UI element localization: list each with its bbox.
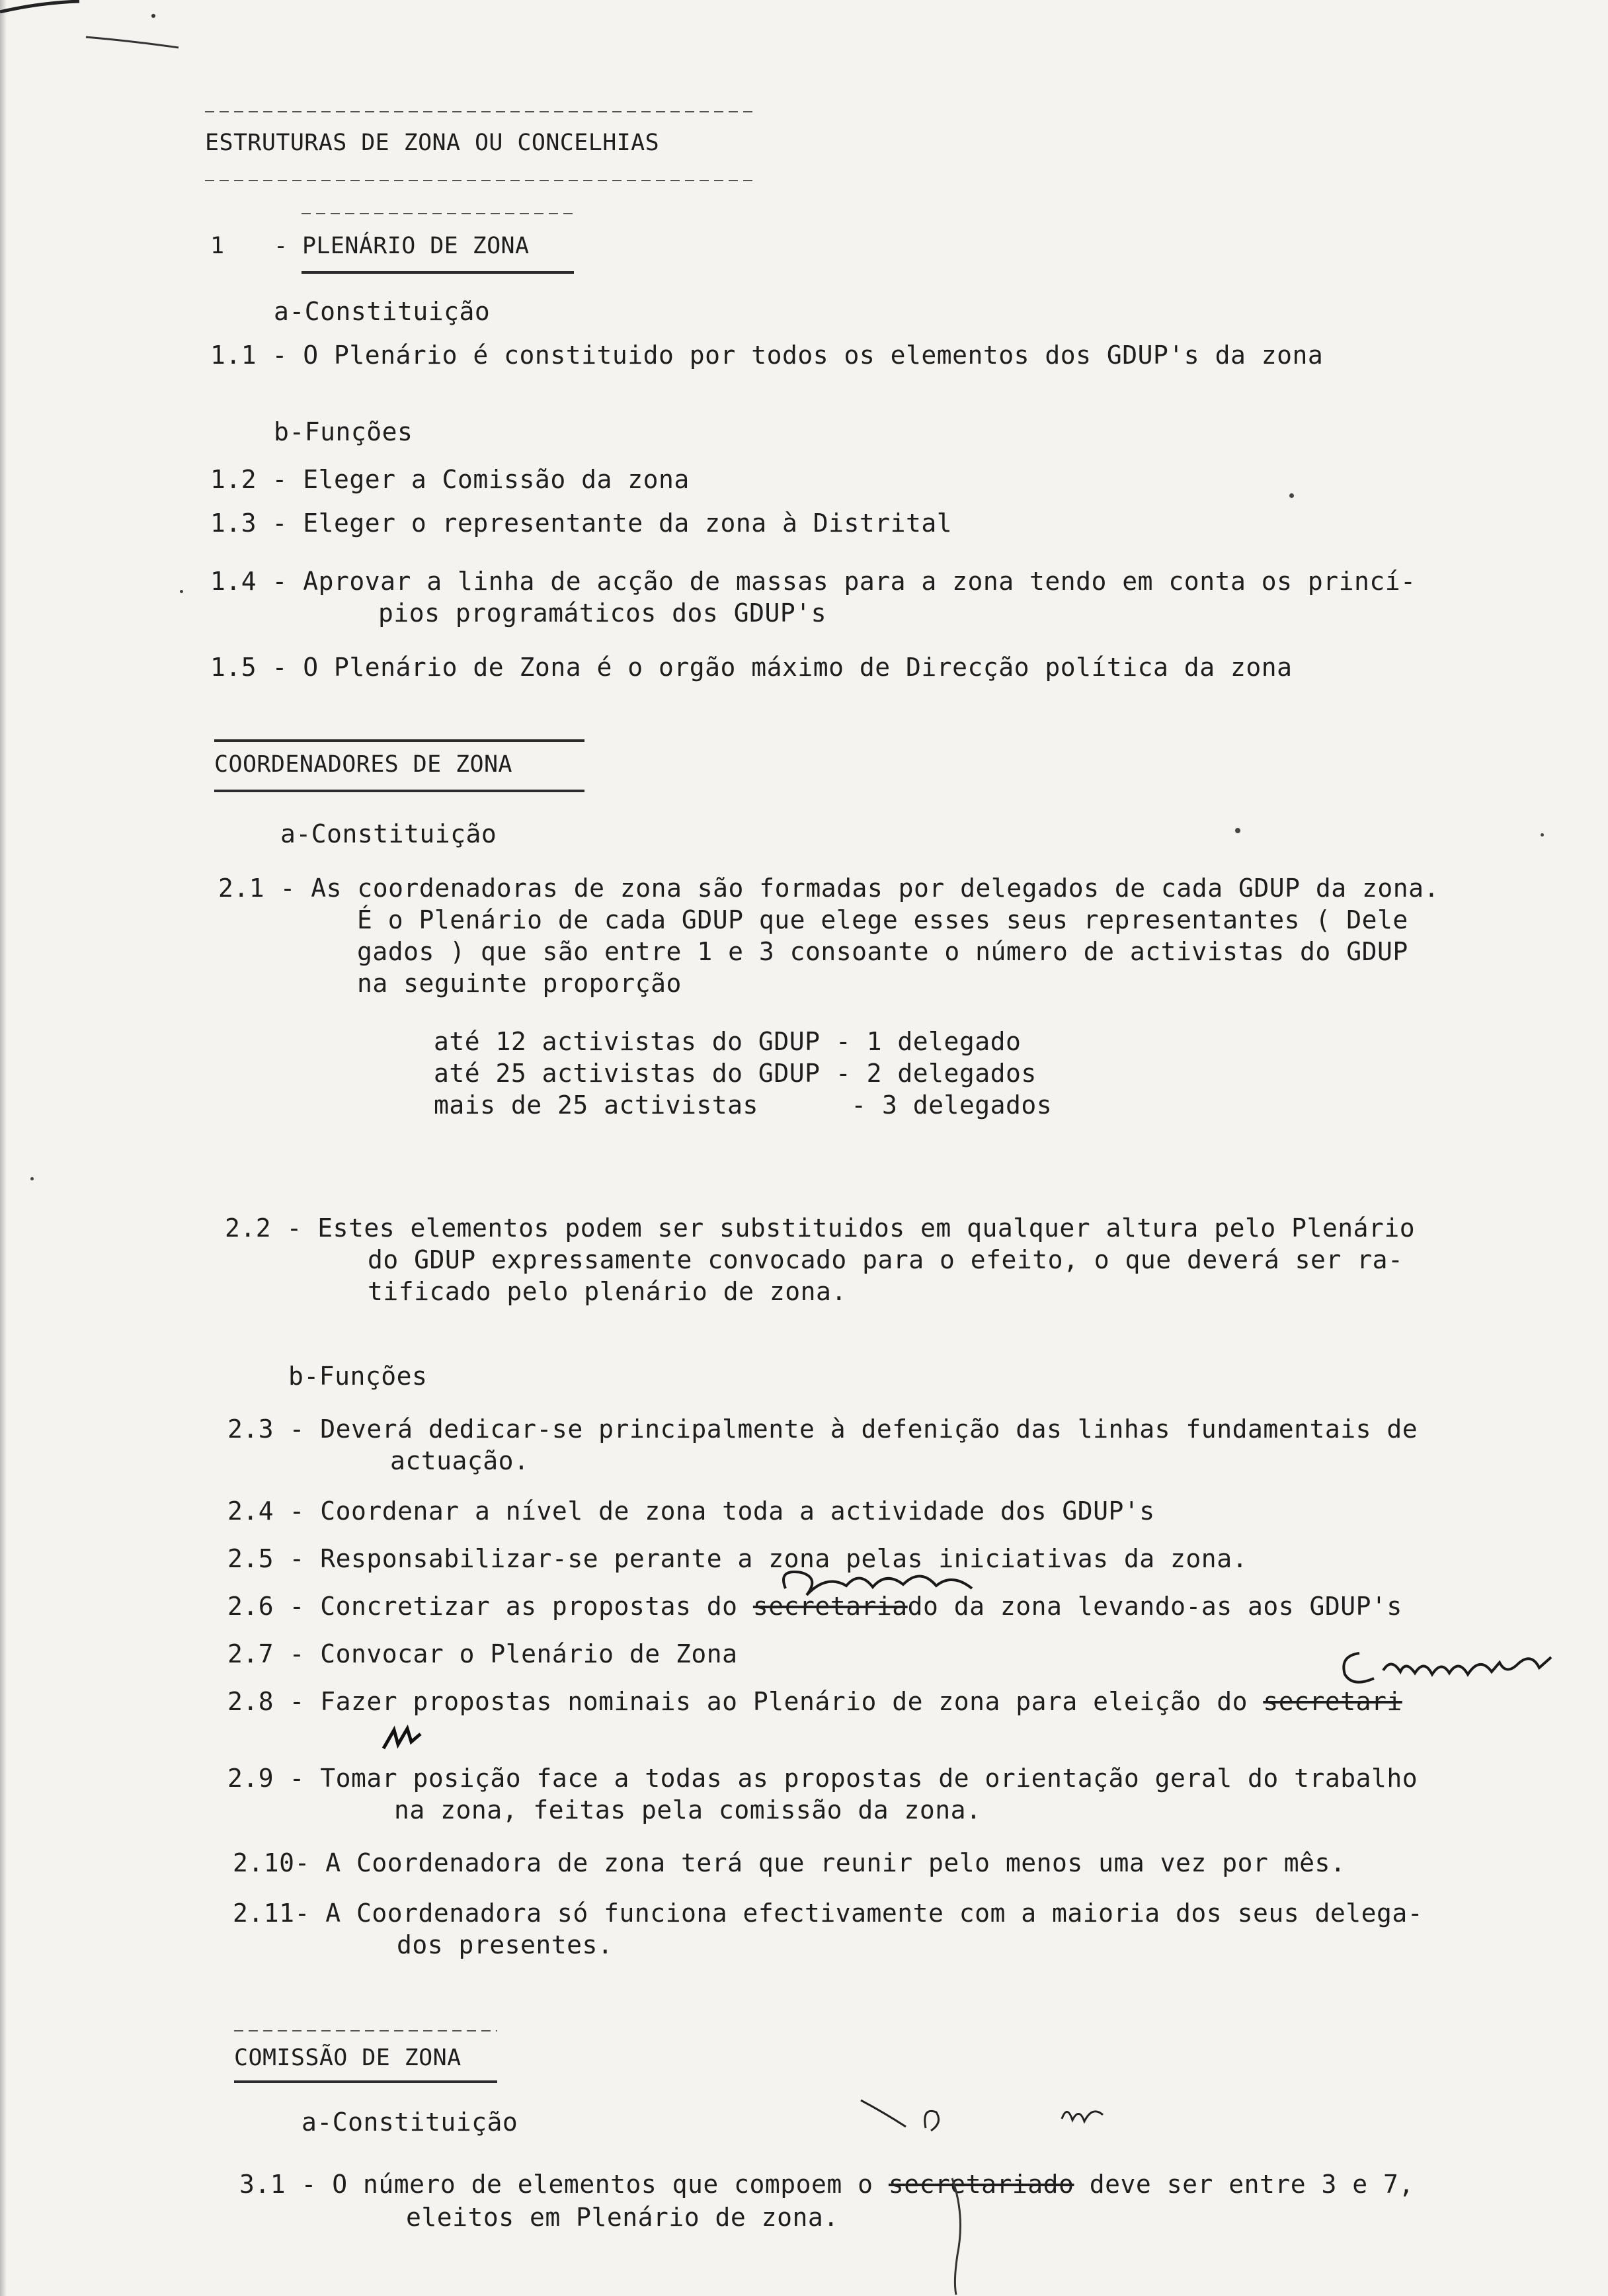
- item-2-1-line1: 2.1 - As coordenadoras de zona são formadas por delegados de cada GDUP da zona.: [218, 874, 1439, 903]
- item-1-4-line1: 1.4 - Aprovar a linha de acção de massas para a zona tendo em conta os princí-: [210, 567, 1416, 596]
- proportion-row-1: até 12 activistas do GDUP - 1 delegado: [434, 1027, 1022, 1056]
- item-2-5: 2.5 - Responsabilizar-se perante a zona pelas iniciativas da zona.: [227, 1544, 1248, 1573]
- item-2-7: 2.7 - Convocar o Plenário de Zona: [227, 1639, 738, 1668]
- item-1-3: 1.3 - Eleger o representante da zona à Distrital: [210, 509, 953, 538]
- item-2-1-line2: É o Plenário de cada GDUP que elege esses seus representantes ( Dele: [357, 905, 1408, 934]
- item-2-8: [227, 1686, 1402, 1717]
- s3-heading: COMISSÃO DE ZONA: [234, 2045, 462, 2071]
- title-top-rule: [205, 111, 754, 112]
- handwritten-annotation-3-1: [857, 2090, 1201, 2149]
- handwritten-correction-2-6: [774, 1558, 1031, 1611]
- item-2-1-line4: na seguinte proporção: [357, 969, 682, 998]
- s2-sub-b: b-Funções: [288, 1362, 428, 1391]
- item-1-5: 1.5 - O Plenário de Zona é o orgão máximo de Direcção política da zona: [210, 653, 1293, 682]
- item-3-1-struck-word: secretariado: [888, 2170, 1074, 2199]
- item-2-8-struck-word: secretari: [1263, 1687, 1402, 1716]
- item-2-3-line2: actuação.: [390, 1446, 530, 1475]
- proportion-row-3: mais de 25 activistas - 3 delegados: [434, 1090, 1053, 1120]
- s3-sub-a: a-Constituição: [302, 2108, 518, 2137]
- scan-corner-mark: [0, 0, 212, 60]
- s1-heading-underline: [302, 271, 574, 274]
- item-2-10: 2.10- A Coordenadora de zona terá que reunir pelo menos uma vez por mês.: [233, 1848, 1346, 1877]
- item-1-1: 1.1 - O Plenário é constituido por todos os elementos dos GDUP's da zona: [210, 341, 1324, 370]
- stray-mark: [180, 590, 183, 593]
- title-bottom-rule: [205, 180, 754, 181]
- stray-mark: [1235, 828, 1240, 833]
- handwritten-scribble-2-8: [380, 1722, 426, 1755]
- item-2-2-line2: do GDUP expressamente convocado para o efeito, o que deverá ser ra-: [368, 1245, 1404, 1274]
- s1-top-rule: [302, 213, 574, 214]
- item-3-1-line1: [239, 2169, 1414, 2199]
- document-title: ESTRUTURAS DE ZONA OU CONCELHIAS: [205, 130, 660, 156]
- item-2-11-line2: dos presentes.: [397, 1930, 614, 1959]
- s2-top-rule: [214, 739, 584, 742]
- stray-mark: [1289, 493, 1294, 498]
- item-2-2-line1: 2.2 - Estes elementos podem ser substituidos em qualquer altura pelo Plenário: [225, 1213, 1416, 1243]
- handwritten-correction-2-8: [1333, 1633, 1571, 1693]
- s2-heading-underline: [214, 790, 584, 792]
- item-2-4: 2.4 - Coordenar a nível de zona toda a actividade dos GDUP's: [227, 1496, 1155, 1526]
- handwritten-bracket-3-1: [939, 2176, 979, 2296]
- item-2-9-line1: 2.9 - Tomar posição face a todas as propostas de orientação geral do trabalho: [227, 1764, 1418, 1793]
- item-1-4-line2: pios programáticos dos GDUP's: [378, 598, 826, 628]
- stray-mark: [30, 1177, 34, 1180]
- item-2-9-line2: na zona, feitas pela comissão da zona.: [394, 1795, 982, 1824]
- item-2-11-line1: 2.11- A Coordenadora só funciona efectivamente com a maioria dos seus delega-: [233, 1899, 1424, 1928]
- item-2-8-text: 2.8 - Fazer propostas nominais ao Plenário de zona para eleição do: [227, 1687, 1264, 1716]
- item-1-2: 1.2 - Eleger a Comissão da zona: [210, 465, 690, 494]
- item-2-3-line1: 2.3 - Deverá dedicar-se principalmente à defenição das linhas fundamentais de: [227, 1414, 1418, 1444]
- item-2-6-struck-word: secretaria: [752, 1592, 908, 1621]
- item-3-1-line2: eleitos em Plenário de zona.: [406, 2203, 839, 2232]
- s1-heading: - PLENÁRIO DE ZONA: [274, 233, 530, 259]
- item-2-1-line3: gados ) que são entre 1 e 3 consoante o número de activistas do GDUP: [357, 937, 1408, 966]
- item-3-1-text-b: deve ser entre 3 e 7,: [1074, 2170, 1414, 2199]
- item-3-1-text-a: 3.1 - O número de elementos que compoem o: [239, 2170, 889, 2199]
- s1-number: 1: [210, 233, 225, 259]
- stray-mark: [1541, 833, 1544, 837]
- item-2-6-text-b: do da zona levando-as aos GDUP's: [907, 1592, 1402, 1621]
- s3-heading-underline: [234, 2080, 497, 2083]
- s2-sub-a: a-Constituição: [280, 819, 497, 848]
- s1-sub-b: b-Funções: [274, 417, 413, 446]
- s3-top-rule: [234, 2030, 497, 2031]
- scan-edge-shadow: [0, 0, 7, 2296]
- item-2-6-text-a: 2.6 - Concretizar as propostas do: [227, 1592, 753, 1621]
- s1-sub-a: a-Constituição: [274, 297, 491, 326]
- s2-heading: COORDENADORES DE ZONA: [214, 751, 512, 778]
- item-2-2-line3: tificado pelo plenário de zona.: [368, 1277, 847, 1306]
- proportion-row-2: até 25 activistas do GDUP - 2 delegados: [434, 1059, 1037, 1088]
